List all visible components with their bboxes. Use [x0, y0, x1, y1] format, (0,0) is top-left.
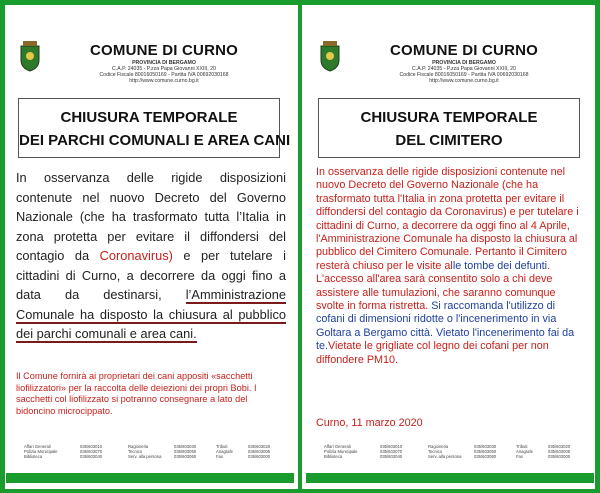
footer-col: 035/603010 035/603070 035/603040	[380, 444, 403, 459]
notice-cimitero	[306, 8, 594, 487]
notice-body	[16, 168, 286, 344]
footer-col: Tributi Anagrafe Fax	[216, 444, 233, 459]
codici: Codice Fiscale 80016050169 - Partita IVA 00692030168	[399, 72, 529, 78]
notice-note: Il Comune fornirà ai proprietari dei cani appositi «sacchetti liofilizzatori» per la raccolta delle deiezioni dei propri Bobi. I sacchetti col liofilizzato si potranno consegnare a lato del bidoncino microcippato.	[16, 371, 257, 416]
footer-col: Affari Generali Polizia Municipale Biblioteca	[324, 444, 358, 459]
body-underlined: l’Amministrazione Comunale ha disposto la chiusura al pubblico dei parchi comunali e area cani.	[16, 287, 286, 341]
address: C.A.P. 24035 - P.zza Papa Giovanni XXIII, 20	[112, 66, 216, 72]
footer-col: 035/603030 035/603050 035/603060	[474, 444, 497, 459]
body-text-a: In osservanza delle rigide disposizioni contenute nel nuovo Decreto del Governo Nazionale (che ha trasformato tutta l'Italia in zona protetta per evitare il diffondersi del contagio da Coronavirus) e per tutelare i cittadini di Curno, a decorrere da oggi fino al 4 Aprile, l'Amministrazione Comunale ha disposto la chiusura al pubblico del Cimitero Comunale. Pertanto il Cimitero resterà chiuso per le visite al	[316, 166, 579, 272]
footer-col: Affari Generali Polizia Municipale Biblioteca	[24, 444, 58, 459]
green-footer-bar	[306, 473, 594, 483]
body-text-a: In osservanza delle rigide disposizioni contenute nel nuovo Decreto del Governo Nazionale (che ha trasformato tutta l’Italia in zona protetta per evitare il diffondersi del contagio da	[16, 170, 286, 263]
green-divider	[298, 5, 302, 489]
footer-col: 035/603010 035/603070 035/603040	[80, 444, 103, 459]
body-coronavirus: Coronavirus)	[99, 248, 173, 263]
notice-title-line1: CHIUSURA TEMPORALE	[360, 109, 538, 126]
footer-col: Ragioneria Tecnico Serv. alla persona	[128, 444, 162, 459]
provincia: PROVINCIA DI BERGAMO	[432, 60, 496, 66]
letterhead	[6, 8, 294, 82]
codici: Codice Fiscale 80016050169 - Partita IVA 00692030168	[99, 72, 229, 78]
provincia: PROVINCIA DI BERGAMO	[132, 60, 196, 66]
footer-col: 035/603020 035/603005 035/603000	[248, 444, 271, 459]
notice-title-line1: CHIUSURA TEMPORALE	[60, 109, 238, 126]
footer-col: Tributi Anagrafe Fax	[516, 444, 533, 459]
body-text-c: Vietate le grigliate col legno dei cofani per non diffondere PM10.	[316, 340, 549, 366]
footer-col: Ragioneria Tecnico Serv. alla persona	[428, 444, 462, 459]
website: http://www.comune.curno.bg.it	[429, 78, 499, 84]
notice-title-line2: DEI PARCHI COMUNALI E AREA CANI	[19, 132, 291, 149]
body-text-b: e per tutelare i cittadini di Curno, a decorrere da oggi fino a data da destinarsi,	[16, 248, 286, 302]
comune-title: COMUNE DI CURNO	[390, 42, 538, 59]
notice-date: Curno, 11 marzo 2020	[316, 417, 423, 429]
green-footer-bar	[6, 473, 294, 483]
website: http://www.comune.curno.bg.it	[129, 78, 199, 84]
footer-contacts	[316, 444, 586, 464]
notice-title-box	[318, 98, 580, 158]
notice-title-line2: DEL CIMITERO	[395, 132, 503, 149]
notice-title-box	[18, 98, 291, 158]
body-blue-1: le tombe dei defunti	[452, 259, 548, 272]
footer-col: 035/603020 035/603005 035/603000	[548, 444, 571, 459]
body-text-b: . L'accesso all'area sarà consentito solo a chi deve assistere alle tumulazioni, che saranno comunque svolte in forma ristretta.	[316, 259, 556, 313]
notice-parchi	[6, 8, 294, 487]
notice-body	[316, 166, 586, 367]
address: C.A.P. 24035 - P.zza Papa Giovanni XXIII, 20	[412, 66, 516, 72]
footer-contacts	[16, 444, 286, 464]
letterhead	[306, 8, 594, 82]
body-blue-2: Si raccomanda l'utilizzo di cofani di dimensioni ridotte o l'incenerimento in via Goltara a Bergamo città. Vietato l'incenerimento fai da te.	[316, 300, 575, 353]
footer-col: 035/603030 035/603050 035/603060	[174, 444, 197, 459]
comune-title: COMUNE DI CURNO	[90, 42, 238, 59]
